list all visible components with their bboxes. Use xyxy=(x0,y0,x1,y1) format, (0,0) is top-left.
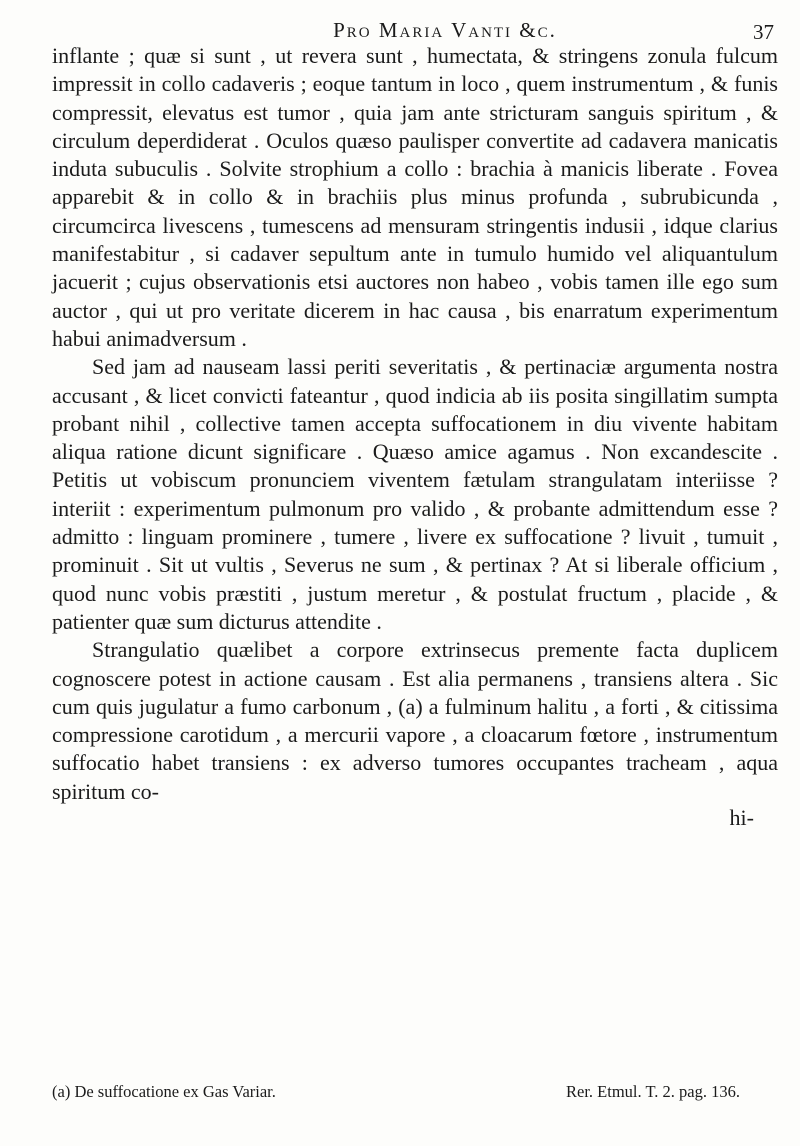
footnote-text: (a) De suffocatione ex Gas Variar. xyxy=(52,1082,276,1101)
running-title: Pro Maria Vanti &c. xyxy=(333,18,557,42)
page-header xyxy=(52,12,778,42)
paragraph-1: inflante ; quæ si sunt , ut revera sunt , humectata, & stringens zonula fulcum impressit in collo cadaveris ; eoque tantum in loco , quem instrumentum , & funis compressit, elevatus est tumor , quia jam ante stricturam sanguis spiritum , & circulum deperdiderat . Oculos quæso paulisper convertite ad cadavera manicatis induta subuculis . Solvite strophium a collo : brachia à manicis liberate . Fovea apparebit & in collo & in brachiis plus minus profunda , subrubicunda , circumcirca livescens , tumescens ad mensuram stringentis indusii , idque clarius manifestabitur , si cadaver sepultum ante in tumulo humido vel aliquantulum jacuerit ; cujus observationis etsi auctores non habeo , vobis tamen ille ego sum auctor , qui ut pro veritate dicerem in hac causa , bis enarratum experimentum habui animadversum . xyxy=(52,43,778,351)
paragraph-3: Strangulatio quælibet a corpore extrinsecus premente facta duplicem cognoscere potest in actione causam . Est alia permanens , transiens altera . Sic cum quis jugulatur a fumo carbonum , (a) a fulminum halitu , a forti , & citissima compressione carotidum , a mercurii vapore , a cloacarum fœtore , instrumentum suffocatio habet transiens : ex adverso tumores occupantes tracheam , aqua spiritum co- xyxy=(52,637,778,804)
catchword: hi- xyxy=(729,805,754,831)
page-number: 37 xyxy=(753,20,774,44)
paragraph-2: Sed jam ad nauseam lassi periti severitatis , & pertinaciæ argumenta nostra accusant , & licet convicti fateantur , quod indicia ab iis posita singillatim sumpta probant nihil , collective tamen accepta suffocationem in diu vivente habitam aliqua ratione dicunt significare . Quæso amice agamus . Non excandescite . Petitis ut vobiscum pronunciem viventem fætulam strangulatam interiisse ? interiit : experimentum pulmonum pro valido , & probante admittendum esse ? admitto : linguam prominere , tumere , livere ex suffocatione ? livuit , tumuit , prominuit . Sit ut vultis , Severus ne sum , & pertinax ? At si liberale officium , quod nunc vobis præstiti , justum meretur , & postulat fructum , placide , & patienter quæ sum dicturus attendite . xyxy=(52,354,778,634)
footnote-reference: Rer. Etmul. T. 2. pag. 136. xyxy=(566,1082,740,1101)
footnote xyxy=(52,1082,740,1102)
